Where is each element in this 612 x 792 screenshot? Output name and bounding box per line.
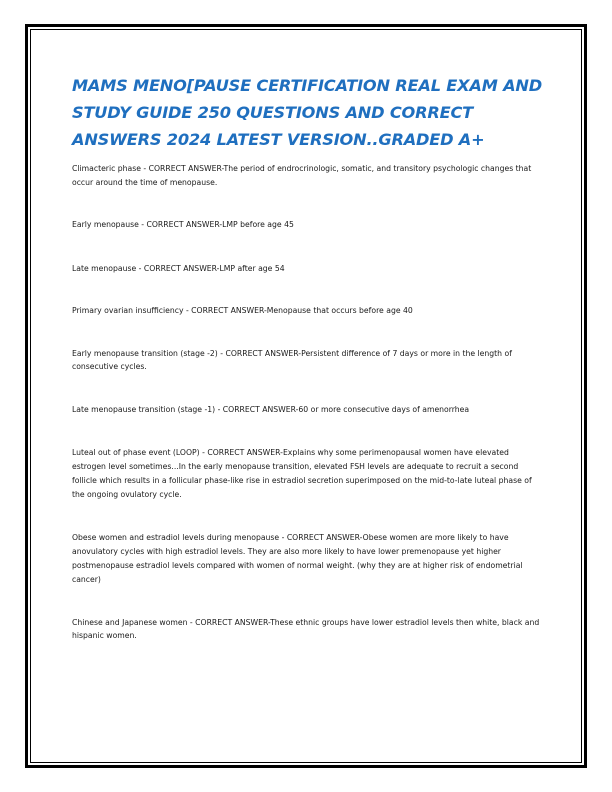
document-content [72,72,542,643]
qa-entry-late-menopause-transition: Late menopause transition (stage -1) - CORRECT ANSWER-60 or more consecutive days of amenorrhea [72,405,470,415]
qa-entry-chinese-japanese-women: Chinese and Japanese women - CORRECT ANSWER-These ethnic groups have lower estradiol levels then white, black and hispanic women. [72,617,540,641]
qa-entry-climacteric-phase: Climacteric phase - CORRECT ANSWER-The period of endrocrinologic, somatic, and transitory psychologic changes that occur around the time of menopause. [72,164,532,187]
qa-entry-early-menopause-transition: Early menopause transition (stage -2) - CORRECT ANSWER-Persistent difference of 7 days or more in the length of consecutive cycles. [72,348,512,372]
qa-entry-luteal-out-of-phase: Luteal out of phase event (LOOP) - CORRECT ANSWER-Explains why some perimenopausal women have elevated estrogen level sometimes...In the early menopause transition, elevated FSH levels are adequate to recruit a second follicle which results in a follicular phase-like rise in estradiol secretion superimposed on the mid-to-late luteal phase of the ongoing ovulatory cycle. [72,448,532,499]
document-title: MAMS MENO[PAUSE CERTIFICATION REAL EXAM AND STUDY GUIDE 250 QUESTIONS AND CORRECT ANSWERS 2024 LATEST VERSION..GRADED A+ [72,76,542,149]
qa-entry-late-menopause: Late menopause - CORRECT ANSWER-LMP after age 54 [72,263,285,273]
qa-entry-early-menopause: Early menopause - CORRECT ANSWER-LMP before age 45 [72,219,294,229]
qa-entry-obese-women-estradiol: Obese women and estradiol levels during menopause - CORRECT ANSWER-Obese women are more likely to have anovulatory cycles with high estradiol levels. They are also more likely to have lower premenopause yet higher postmenopause estradiol levels compared with women of normal weight. (why they are at higher risk of endometrial cancer) [72,532,523,584]
qa-entry-primary-ovarian-insufficiency: Primary ovarian insufficiency - CORRECT ANSWER-Menopause that occurs before age 40 [72,305,413,315]
qa-list [72,162,542,643]
